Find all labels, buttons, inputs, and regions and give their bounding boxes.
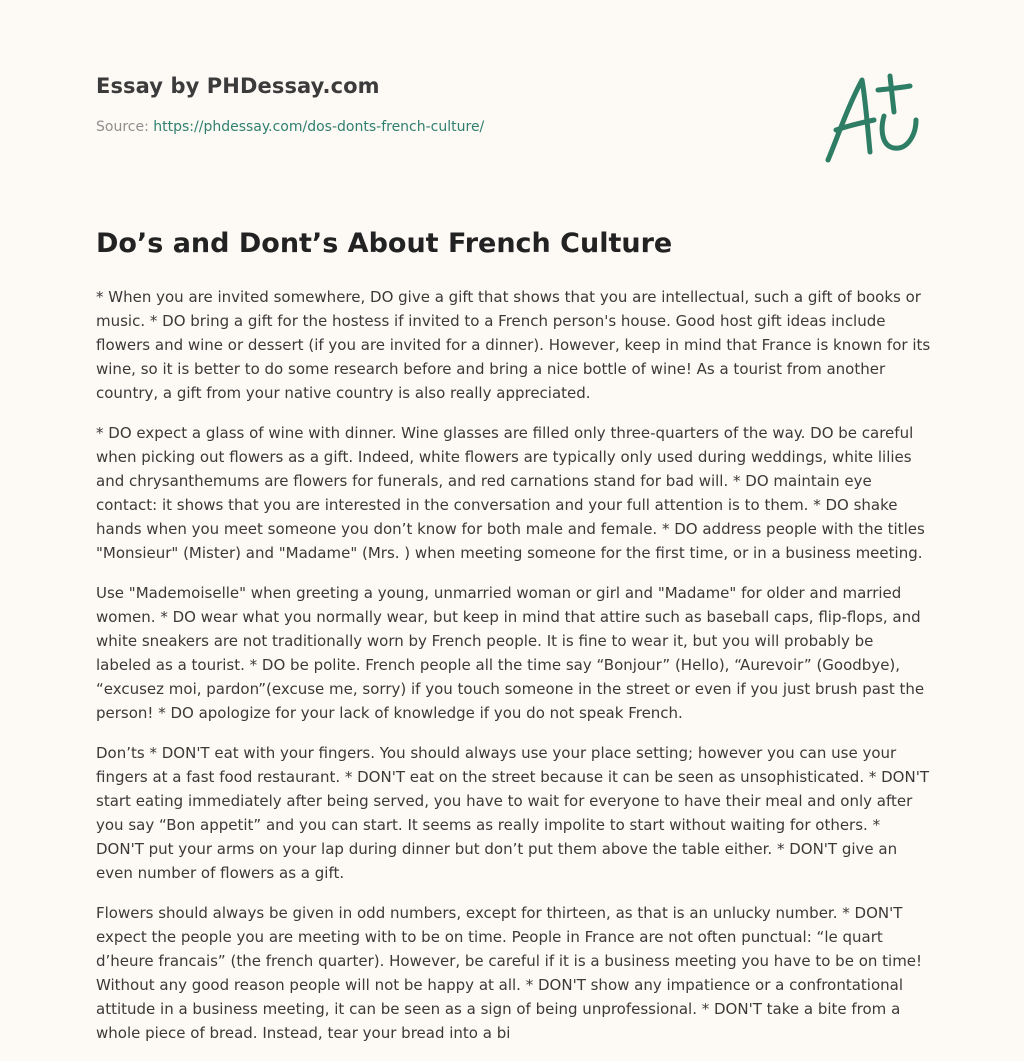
source-link[interactable]: https://phdessay.com/dos-donts-french-culture/ — [153, 119, 485, 135]
essay-paragraph: Use "Mademoiselle" when greeting a young, unmarried woman or girl and "Madame" for older and married women. * DO wear what you normally wear, but keep in mind that attire such as baseball caps, flip-flops, and white sneakers are not traditionally worn by French people. It is fine to wear it, but you will probably be labeled as a tourist. * DO be polite. French people all the time say “Bonjour” (Hello), “Aurevoir” (Goodbye), “excusez moi, pardon”(excuse me, sorry) if you touch someone in the street or even if you just brush past the person! * DO apologize for your lack of knowledge if you do not speak French. — [96, 584, 925, 722]
essay-paragraph: Flowers should always be given in odd numbers, except for thirteen, as that is an unlucky number. * DON'T expect the people you are meeting with to be on time. People in France are not often punctual: “le quart d’heure francais” (the french quarter). However, be careful if it is a business meeting you have to be on time! Without any good reason people will not be happy at all. * DON'T show any impatience or a confrontational attitude in a business meeting, it can be seen as a sign of being unprofessional. * DON'T take a bite from a whole piece of bread. Instead, tear your bread into a bi — [96, 904, 923, 1042]
essay-body — [96, 285, 932, 1061]
a-plus-logo-icon — [818, 66, 928, 166]
essay-paragraph: * When you are invited somewhere, DO give a gift that shows that you are intellectual, such a gift of books or music. * DO bring a gift for the hostess if invited to a French person's house. Good host gift ideas include flowers and wine or dessert (if you are invited for a dinner). However, keep in mind that France is known for its wine, so it is better to do some research before and bring a nice bottle of wine! As a tourist from another country, a gift from your native country is also really appreciated. — [96, 288, 931, 402]
source-label: Source: — [96, 119, 154, 135]
essay-title: Do’s and Dont’s About French Culture — [96, 228, 673, 259]
source-line — [96, 119, 484, 135]
essay-paragraph: * DO expect a glass of wine with dinner. Wine glasses are filled only three-quarters of the way. DO be careful when picking out flowers as a gift. Indeed, white flowers are typically only used during weddings, white lilies and chrysanthemums are flowers for funerals, and red carnations stand for bad will. * DO maintain eye contact: it shows that you are interested in the conversation and your full attention is to them. * DO shake hands when you meet someone you don’t know for both male and female. * DO address people with the titles "Monsieur" (Mister) and "Madame" (Mrs. ) when meeting someone for the first time, or in a business meeting. — [96, 424, 925, 562]
essay-header — [96, 74, 484, 135]
brand-title: Essay by PHDessay.com — [96, 74, 380, 98]
essay-paragraph: Don’ts * DON'T eat with your fingers. You should always use your place setting; however you can use your fingers at a fast food restaurant. * DON'T eat on the street because it can be seen as unsophisticated. * DON'T start eating immediately after being served, you have to wait for everyone to have their meal and only after you say “Bon appetit” and you can start. It seems as really impolite to start without waiting for others. * DON'T put your arms on your lap during dinner but don’t put them above the table either. * DON'T give an even number of flowers as a gift. — [96, 744, 929, 882]
